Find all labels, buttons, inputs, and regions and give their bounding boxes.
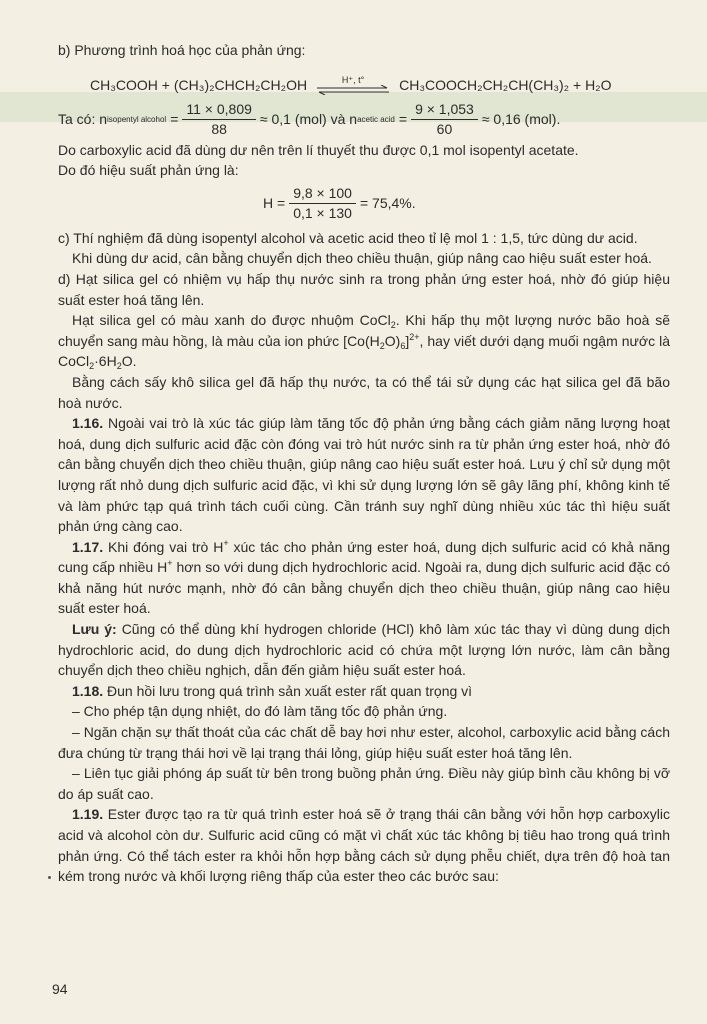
item-1-18-intro: Đun hồi lưu trong quá trình sản xuất ester rất quan trọng vì: [107, 682, 473, 699]
print-speck: [48, 876, 51, 879]
item-1-19-text: Ester được tạo ra từ quá trình ester hoá sẽ ở trạng thái cân bằng với hỗn hợp carboxylic acid và alcohol còn dư. Sulfuric acid cũng có mặt vì chất xúc tác không bị tiêu hao trong quá trình phản ứng. Có thể tách ester ra khỏi hỗn hợp bằng cách sử dụng phễu chiết, dựa trên độ hoà tan kém trong nước và khối lượng riêng thấp của ester theo các bước sau:: [58, 806, 670, 885]
item-1-18-num: 1.18.: [72, 682, 104, 699]
item-1-18: [58, 681, 670, 702]
note-text: Cũng có thể dùng khí hydrogen chloride (HCl) khô làm xúc tác thay vì dùng dung dịch hydrochloric acid, do dung dịch hydrochloric acid có chứa một lượng lớn nước, làm cân bằng chuyển dịch theo chiều nghịch, dẫn đến giảm hiệu suất ester hoá.: [58, 621, 671, 679]
fraction-acetic: [411, 101, 478, 138]
section-d-p3: Bằng cách sấy khô silica gel đã hấp thụ nước, ta có thể tái sử dụng các hạt silica gel đã bão hoà nước.: [58, 373, 670, 411]
note: [58, 619, 670, 681]
products: CH₃COOCH₂CH₂CH(CH₃)₂ + H₂O: [399, 76, 612, 93]
item-1-19-num: 1.19.: [72, 806, 104, 823]
item-1-19: [58, 804, 670, 886]
equilibrium-arrow: [315, 75, 391, 95]
mole-calculation: Ta có: n isopentyl alcohol = $\frac{11 \times 0,809}{88}$ ≈ 0,1 (mol) và n acetic acid = $\frac{9 \times 1,053}{60}$ ≈ 0,16 (mol).: [58, 100, 561, 137]
frac1-den: 88: [211, 120, 227, 137]
item-1-18-bullet-2: – Ngăn chặn sự thất thoát của các chất dễ bay hơi như ester, alcohol, carboxylic acid bằng cách đưa chúng từ trạng thái hơi về lại trạng thái lỏng, giúp hiệu suất ester hoá tăng lên.: [58, 724, 670, 761]
calc-mid: ≈ 0,1 (mol) và n: [259, 111, 358, 128]
section-d-p2: Hạt silica gel có màu xanh do được nhuộm CoCl$_2$. Khi hấp thụ một lượng nước bão hoà sẽ chuyển sang màu hồng, là màu của ion phức $[Co(H_2O)_6]^{2+}$, hay viết dưới dạng muối ngậm nước là $CoCl_2\cdot 6H_2O$.: [58, 312, 670, 372]
reaction-equation: [90, 75, 670, 95]
yield-lhs: H =: [263, 195, 286, 212]
calc-prefix: Ta có: n: [58, 111, 108, 128]
item-1-18-bullet-3: – Liên tục giải phóng áp suất từ bên trong buồng phản ứng. Điều này giúp bình cầu không bị vỡ do áp suất cao.: [58, 765, 670, 802]
note-label: Lưu ý:: [72, 621, 117, 638]
section-c-p2: Khi dùng dư acid, cân bằng chuyển dịch theo chiều thuận, giúp nâng cao hiệu suất ester hoá.: [72, 250, 652, 267]
frac2-num: 9 × 1,053: [411, 101, 478, 120]
equilibrium-arrow-icon: [315, 85, 391, 95]
section-b-label: b) Phương trình hoá học của phản ứng:: [58, 42, 306, 58]
item-1-17-num: 1.17.: [72, 538, 104, 555]
item-1-16-num: 1.16.: [72, 415, 104, 432]
item-1-17: 1.17. Khi đóng vai trò H+ xúc tác cho phản ứng ester hoá, dung dịch sulfuric acid có khả năng cung cấp nhiều H+ hơn so với dung dịch hydrochloric acid. Ngoài ra, dung dịch sulfuric acid đặc có khả năng hút nước mạnh, nhờ đó cân bằng chuyển dịch theo chiều thuận, giúp nâng cao hiệu suất ester hoá.: [58, 537, 671, 617]
yield-intro: Do đó hiệu suất phản ứng là:: [58, 162, 239, 179]
page-content: [58, 40, 670, 887]
section-d-p1: d) Hạt silica gel có nhiệm vụ hấp thụ nước sinh ra trong phản ứng ester hoá, nhờ đó giúp hiệu suất ester hoá tăng lên.: [58, 270, 670, 308]
frac1-num: 11 × 0,809: [182, 101, 256, 120]
section-c-p1: c) Thí nghiệm đã dùng isopentyl alcohol và acetic acid theo tỉ lệ mol 1 : 1,5, tức dùng dư acid.: [58, 229, 638, 246]
yield-num: 9,8 × 100: [289, 185, 356, 204]
yield-den: 0,1 × 130: [293, 204, 352, 221]
yield-result: = 75,4%.: [359, 195, 416, 212]
reactants: CH₃COOH + (CH₃)₂CHCH₂CH₂OH: [90, 76, 308, 93]
frac2-den: 60: [436, 120, 453, 137]
sub-acetic: acetic acid: [357, 114, 395, 124]
sub-isopentyl: isopentyl alcohol: [107, 114, 167, 124]
yield-equation: [263, 185, 670, 222]
item-1-18-bullet-1: – Cho phép tận dụng nhiệt, do đó làm tăng tốc độ phản ứng.: [72, 703, 448, 720]
item-1-16-text: Ngoài vai trò là xúc tác giúp làm tăng tốc độ phản ứng bằng cách giảm năng lượng hoạt hoá, dung dịch sulfuric acid đặc còn đóng vai trò hút nước sinh ra từ phản ứng ester hoá, nhờ đó cân bằng chuyển dịch theo chiều thuận, giúp nâng cao hiệu suất ester hoá. Lưu ý chỉ sử dụng một lượng rất nhỏ dung dịch sulfuric acid đặc, vì khi sử dụng lượng lớn sẽ gây lãng phí, không kinh tế và làm phức tạp quá trình tách cuối cùng. Cần tránh suy nghĩ dùng nhiều xúc tác thì hiệu suất phản ứng càng cao.: [58, 415, 670, 535]
excess-text: Do carboxylic acid đã dùng dư nên trên lí thuyết thu được 0,1 mol isopentyl acetate.: [58, 141, 579, 158]
yield-fraction: [289, 185, 356, 222]
calc-end: ≈ 0,16 (mol).: [481, 111, 561, 128]
page-number: 94: [52, 981, 68, 997]
fraction-isopentyl: [182, 101, 256, 138]
item-1-16: [58, 413, 670, 537]
reaction-condition: H⁺, t°: [341, 74, 365, 85]
